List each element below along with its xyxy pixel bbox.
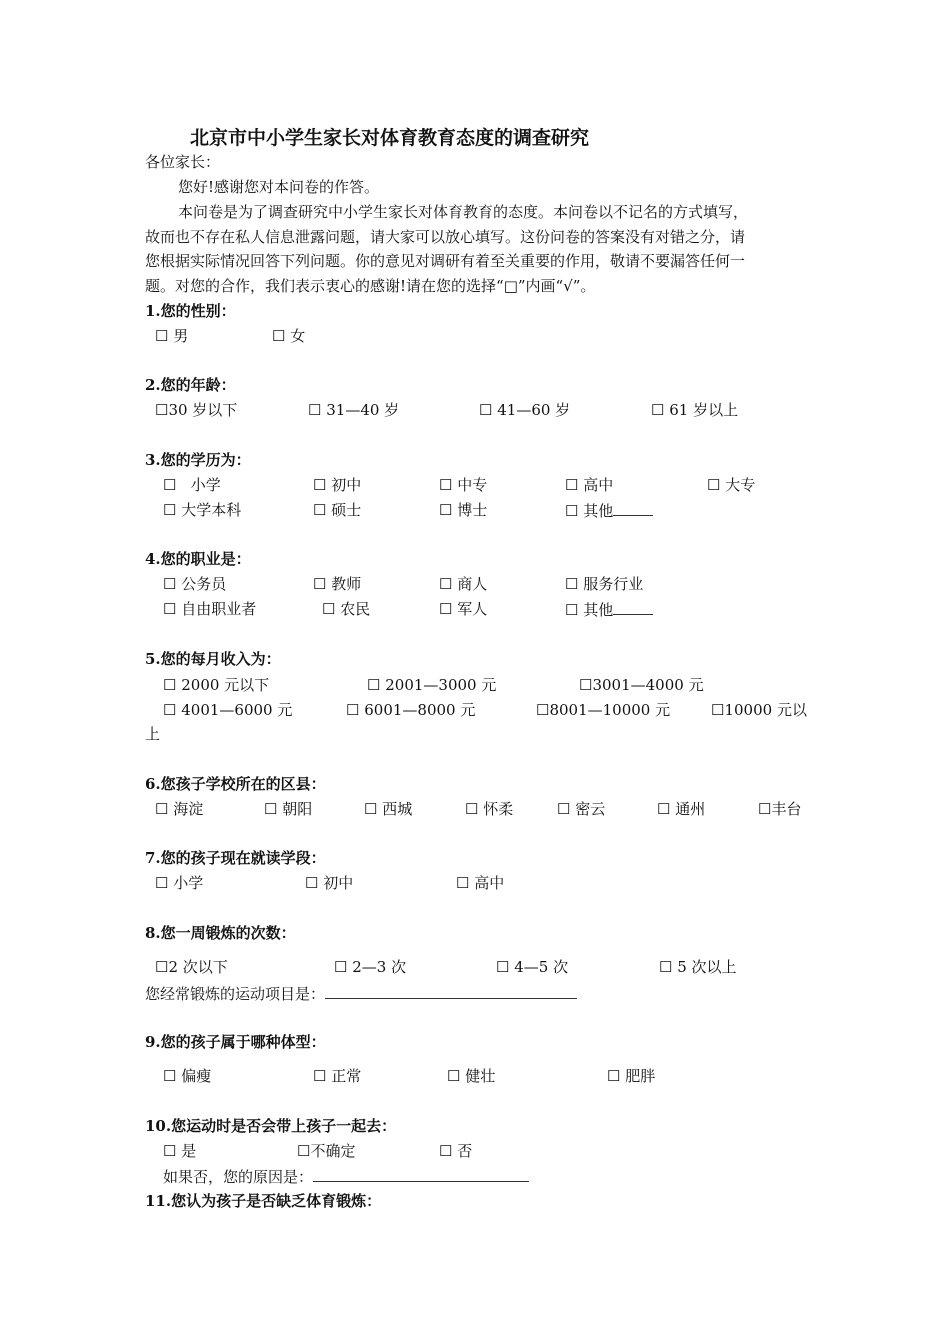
option-edu-bachelor[interactable]: ☐ 大学本科 bbox=[163, 501, 242, 519]
checkbox-icon[interactable]: ☐ bbox=[659, 958, 673, 976]
checkbox-icon[interactable]: ☐ bbox=[313, 501, 327, 519]
option-job-service[interactable]: ☐ 服务行业 bbox=[565, 575, 644, 593]
checkbox-icon[interactable]: ☐ bbox=[439, 501, 453, 519]
option-district-fengtai[interactable]: ☐丰台 bbox=[758, 800, 802, 818]
option-income-3001-4000[interactable]: ☐3001—4000 元 bbox=[579, 676, 704, 694]
option-body-strong[interactable]: ☐ 健壮 bbox=[447, 1067, 496, 1085]
option-age-under-30[interactable]: ☐30 岁以下 bbox=[155, 401, 238, 419]
checkbox-icon[interactable]: ☐ bbox=[439, 476, 453, 494]
option-stage-senior[interactable]: ☐ 高中 bbox=[456, 874, 505, 892]
checkbox-icon[interactable]: ☐ bbox=[313, 1067, 327, 1085]
checkbox-icon[interactable]: ☐ bbox=[579, 676, 593, 694]
option-district-miyun[interactable]: ☐ 密云 bbox=[557, 800, 606, 818]
intro-line: 本问卷是为了调查研究中小学生家长对体育教育的态度。本问卷以不记名的方式填写， bbox=[178, 203, 749, 221]
option-edu-college[interactable]: ☐ 大专 bbox=[707, 476, 756, 494]
blank-line[interactable] bbox=[613, 599, 653, 615]
checkbox-icon[interactable]: ☐ bbox=[557, 800, 571, 818]
checkbox-icon[interactable]: ☐ bbox=[163, 1142, 177, 1160]
checkbox-icon[interactable]: ☐ bbox=[565, 575, 579, 593]
checkbox-icon[interactable]: ☐ bbox=[313, 476, 327, 494]
checkbox-icon[interactable]: ☐ bbox=[346, 701, 360, 719]
option-body-obese[interactable]: ☐ 肥胖 bbox=[607, 1067, 656, 1085]
checkbox-icon[interactable]: ☐ bbox=[163, 575, 177, 593]
checkbox-icon[interactable]: ☐ bbox=[322, 600, 336, 618]
option-exercise-under-2[interactable]: ☐2 次以下 bbox=[155, 958, 228, 976]
option-district-xicheng[interactable]: ☐ 西城 bbox=[364, 800, 413, 818]
checkbox-icon[interactable]: ☐ bbox=[536, 701, 550, 719]
option-edu-other[interactable]: ☐ 其他 bbox=[565, 500, 653, 521]
option-exercise-2-3[interactable]: ☐ 2—3 次 bbox=[334, 958, 407, 976]
option-body-normal[interactable]: ☐ 正常 bbox=[313, 1067, 362, 1085]
option-exercise-4-5[interactable]: ☐ 4—5 次 bbox=[496, 958, 569, 976]
option-edu-primary[interactable]: ☐ 小学 bbox=[163, 476, 221, 494]
option-income-under-2000[interactable]: ☐ 2000 元以下 bbox=[163, 676, 270, 694]
sport-followup: 您经常锻炼的运动项目是： bbox=[145, 983, 577, 1004]
question-2-label: 2.您的年龄： bbox=[145, 376, 236, 394]
question-5-label: 5.您的每月收入为： bbox=[145, 650, 281, 668]
option-district-tongzhou[interactable]: ☐ 通州 bbox=[657, 800, 706, 818]
checkbox-icon[interactable]: ☐ bbox=[313, 575, 327, 593]
option-age-31-40[interactable]: ☐ 31—40 岁 bbox=[308, 401, 400, 419]
intro-thanks: 您好!感谢您对本问卷的作答。 bbox=[178, 178, 380, 196]
reason-followup: 如果否，您的原因是： bbox=[163, 1166, 529, 1187]
checkbox-icon[interactable]: ☐ bbox=[657, 800, 671, 818]
question-8-label: 8.您一周锻炼的次数： bbox=[145, 924, 296, 942]
checkbox-icon[interactable]: ☐ bbox=[155, 958, 169, 976]
checkbox-icon[interactable]: ☐ bbox=[163, 600, 177, 618]
checkbox-icon[interactable]: ☐ bbox=[163, 501, 177, 519]
option-edu-vocational[interactable]: ☐ 中专 bbox=[439, 476, 488, 494]
question-4-label: 4.您的职业是： bbox=[145, 550, 251, 568]
option-job-military[interactable]: ☐ 军人 bbox=[439, 600, 488, 618]
option-income-over-10000[interactable]: ☐10000 元以 bbox=[711, 701, 807, 719]
checkbox-icon[interactable]: ☐ bbox=[651, 401, 665, 419]
question-6-label: 6.您孩子学校所在的区县： bbox=[145, 775, 326, 793]
intro-line: 题。对您的合作，我们表示衷心的感谢!请在您的选择“□”内画“√”。 bbox=[145, 277, 596, 295]
blank-line[interactable] bbox=[613, 500, 653, 516]
checkbox-icon[interactable]: ☐ bbox=[758, 800, 772, 818]
option-yes[interactable]: ☐ 是 bbox=[163, 1142, 197, 1160]
option-edu-master[interactable]: ☐ 硕士 bbox=[313, 501, 362, 519]
option-district-haidian[interactable]: ☐ 海淀 bbox=[155, 800, 204, 818]
option-not-sure[interactable]: ☐不确定 bbox=[297, 1142, 356, 1160]
option-female[interactable]: ☐ 女 bbox=[272, 327, 306, 345]
option-job-civil-servant[interactable]: ☐ 公务员 bbox=[163, 575, 227, 593]
checkbox-icon[interactable]: ☐ bbox=[163, 676, 177, 694]
checkbox-icon[interactable]: ☐ bbox=[447, 1067, 461, 1085]
option-job-teacher[interactable]: ☐ 教师 bbox=[313, 575, 362, 593]
checkbox-icon[interactable]: ☐ bbox=[155, 874, 169, 892]
checkbox-icon[interactable]: ☐ bbox=[163, 1067, 177, 1085]
option-income-6001-8000[interactable]: ☐ 6001—8000 元 bbox=[346, 701, 476, 719]
question-9-label: 9.您的孩子属于哪种体型： bbox=[145, 1033, 326, 1051]
checkbox-icon[interactable]: ☐ bbox=[565, 601, 579, 619]
checkbox-icon[interactable]: ☐ bbox=[456, 874, 470, 892]
question-10-label: 10.您运动时是否会带上孩子一起去： bbox=[145, 1117, 397, 1135]
checkbox-icon[interactable]: ☐ bbox=[439, 600, 453, 618]
page-title: 北京市中小学生家长对体育教育态度的调查研究 bbox=[190, 127, 590, 149]
option-edu-senior[interactable]: ☐ 高中 bbox=[565, 476, 614, 494]
checkbox-icon[interactable]: ☐ bbox=[367, 676, 381, 694]
option-edu-doctor[interactable]: ☐ 博士 bbox=[439, 501, 488, 519]
checkbox-icon[interactable]: ☐ bbox=[565, 476, 579, 494]
option-income-8001-10000[interactable]: ☐8001—10000 元 bbox=[536, 701, 671, 719]
checkbox-icon[interactable]: ☐ bbox=[272, 327, 286, 345]
checkbox-icon[interactable]: ☐ bbox=[364, 800, 378, 818]
option-no[interactable]: ☐ 否 bbox=[439, 1142, 473, 1160]
checkbox-icon[interactable]: ☐ bbox=[297, 1142, 311, 1160]
greeting: 各位家长： bbox=[145, 153, 221, 171]
checkbox-icon[interactable]: ☐ bbox=[264, 800, 278, 818]
checkbox-icon[interactable]: ☐ bbox=[707, 476, 721, 494]
option-stage-junior[interactable]: ☐ 初中 bbox=[305, 874, 354, 892]
checkbox-icon[interactable]: ☐ bbox=[163, 476, 177, 494]
option-income-4001-6000[interactable]: ☐ 4001—6000 元 bbox=[163, 701, 293, 719]
checkbox-icon[interactable]: ☐ bbox=[479, 401, 493, 419]
option-stage-primary[interactable]: ☐ 小学 bbox=[155, 874, 204, 892]
reason-answer-line[interactable] bbox=[313, 1166, 529, 1182]
checkbox-icon[interactable]: ☐ bbox=[439, 575, 453, 593]
sport-answer-line[interactable] bbox=[325, 983, 577, 999]
option-age-over-61[interactable]: ☐ 61 岁以上 bbox=[651, 401, 739, 419]
question-3-label: 3.您的学历为： bbox=[145, 451, 251, 469]
checkbox-icon[interactable]: ☐ bbox=[711, 701, 725, 719]
option-exercise-over-5[interactable]: ☐ 5 次以上 bbox=[659, 958, 737, 976]
checkbox-icon[interactable]: ☐ bbox=[308, 401, 322, 419]
option-income-2001-3000[interactable]: ☐ 2001—3000 元 bbox=[367, 676, 497, 694]
intro-line: 您根据实际情况回答下列问题。你的意见对调研有着至关重要的作用，敬请不要漏答任何一 bbox=[145, 252, 746, 270]
checkbox-icon[interactable]: ☐ bbox=[155, 800, 169, 818]
checkbox-icon[interactable]: ☐ bbox=[607, 1067, 621, 1085]
checkbox-icon[interactable]: ☐ bbox=[439, 1142, 453, 1160]
option-job-business[interactable]: ☐ 商人 bbox=[439, 575, 488, 593]
checkbox-icon[interactable]: ☐ bbox=[305, 874, 319, 892]
question-7-label: 7.您的孩子现在就读学段： bbox=[145, 849, 326, 867]
checkbox-icon[interactable]: ☐ bbox=[334, 958, 348, 976]
option-job-other[interactable]: ☐ 其他 bbox=[565, 599, 653, 620]
option-body-thin[interactable]: ☐ 偏瘦 bbox=[163, 1067, 212, 1085]
option-edu-junior[interactable]: ☐ 初中 bbox=[313, 476, 362, 494]
option-district-huairou[interactable]: ☐ 怀柔 bbox=[465, 800, 514, 818]
checkbox-icon[interactable]: ☐ bbox=[496, 958, 510, 976]
question-11-label: 11.您认为孩子是否缺乏体育锻炼： bbox=[145, 1192, 382, 1210]
checkbox-icon[interactable]: ☐ bbox=[163, 701, 177, 719]
question-1-label: 1.您的性别： bbox=[145, 302, 236, 320]
option-age-41-60[interactable]: ☐ 41—60 岁 bbox=[479, 401, 571, 419]
option-income-wrap: 上 bbox=[145, 725, 161, 743]
checkbox-icon[interactable]: ☐ bbox=[155, 327, 169, 345]
checkbox-icon[interactable]: ☐ bbox=[465, 800, 479, 818]
intro-line: 故而也不存在私人信息泄露问题，请大家可以放心填写。这份问卷的答案没有对错之分，请 bbox=[145, 228, 746, 246]
checkbox-icon[interactable]: ☐ bbox=[565, 502, 579, 520]
checkbox-icon[interactable]: ☐ bbox=[155, 401, 169, 419]
option-job-freelance[interactable]: ☐ 自由职业者 bbox=[163, 600, 257, 618]
option-male[interactable]: ☐ 男 bbox=[155, 327, 189, 345]
option-job-farmer[interactable]: ☐ 农民 bbox=[322, 600, 371, 618]
option-district-chaoyang[interactable]: ☐ 朝阳 bbox=[264, 800, 313, 818]
